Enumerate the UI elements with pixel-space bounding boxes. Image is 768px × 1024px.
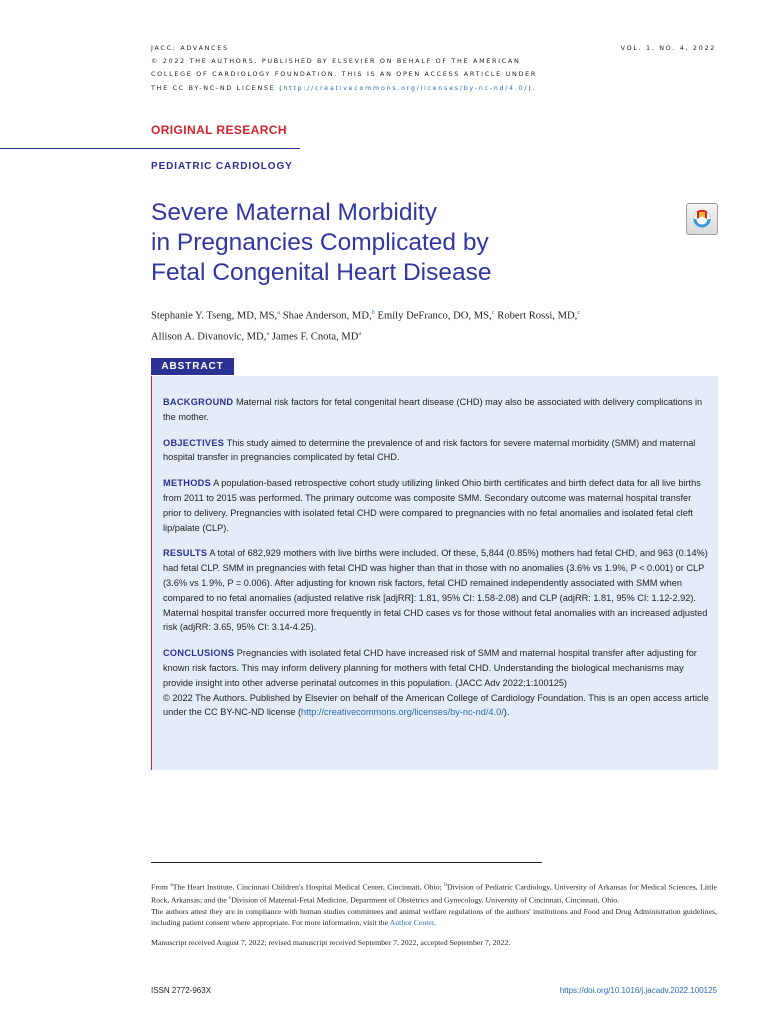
title-line-1: Severe Maternal Morbidity [151,199,437,226]
abstract-results [163,546,709,635]
abstract-background [163,395,709,425]
attestation-text: The authors attest they are in compliance with human studies committees and animal welfare regulations of the authors' institutions and Food and Drug Administration guidelines, including patient consent where appropriate. For more information, visit the [151,907,717,928]
affiliation-c-marker: c [228,895,232,901]
affiliation-b-text: Division of Pediatric Cardiology, University of Arkansas for Medical Sciences, Little Rock, Arkansas; and the [151,882,717,905]
article-title [151,198,631,288]
author-list [151,304,671,346]
results-label: RESULTS [163,548,208,559]
background-label: BACKGROUND [163,397,234,407]
results-text: A total of 682,929 mothers with live births were included. Of these, 5,844 (0.85%) mothers had fetal CHD, and 963 (0.14%) had fetal CLP. SMM in pregnancies with fetal CHD was higher than that in those with no anomalies (3.6% vs 1.9%, P < 0.001) or CLP (3.6% vs 1.9%, P = 0.006). After adjusting for known risk factors, fetal CHD remained independently associated with SMM when compared to no fetal anomalies (adjusted relative risk [adjRR]: 1.81, 95% CI: 1.58-2.08) and CLP (adjRR: 1.81, 95% CI: 1.12-2.92). Maternal hospital transfer occurred more frequently in fetal CHD cases vs for those without fetal anomalies with an increased adjusted risk (adjRR: 3.65, 95% CI: 3.14-4.25). [163,548,708,633]
author-line-1 [151,304,671,325]
crossmark-icon-graphic [687,204,717,234]
subject-label: PEDIATRIC CARDIOLOGY [151,161,293,172]
author-name: Allison A. Divanovic, MD, [151,331,267,343]
author-line-2 [151,325,671,346]
conclusions-text: Pregnancies with isolated fetal CHD have increased risk of SMM and maternal hospital transfer after adjusting for known risk factors. This may inform delivery planning for mothers with fetal CHD. Understanding the biological mechanisms may provide insight into other adverse perinatal outcomes in this population. (JACC Adv 2022;1:100125) [163,648,697,688]
abstract-license-link[interactable]: http://creativecommons.org/licenses/by-nc-nd/4.0/ [301,707,504,718]
volume-info: VOL. 1, NO. 4, 2022 [620,44,716,52]
author-name: James F. Cnota, MD [271,331,359,343]
author-name: Emily DeFranco, DO, MS, [377,310,492,322]
author-name: Shae Anderson, MD, [282,310,372,322]
affiliation-marker[interactable]: a [358,330,362,338]
doi-link[interactable]: https://doi.org/10.1016/j.jacadv.2022.100125 [559,986,717,995]
copyright-line-3 [151,82,571,95]
author-center-link[interactable]: Author Center [389,918,435,928]
crossmark-icon[interactable] [686,203,718,235]
affiliations-footnote [151,880,717,906]
article-type: ORIGINAL RESEARCH [151,123,287,137]
conclusions-label: CONCLUSIONS [163,648,235,659]
footnote-rule [151,862,542,863]
objectives-label: OBJECTIVES [163,437,225,448]
copyright-prefix: THE CC BY-NC-ND LICENSE ( [151,83,284,92]
affiliation-marker[interactable]: b [371,309,375,316]
affiliation-b-marker: b [444,882,447,888]
issn: ISSN 2772-963X [151,986,212,995]
affiliation-marker[interactable]: a [277,309,281,316]
copyright-line-1: © 2022 THE AUTHORS. PUBLISHED BY ELSEVIER ON BEHALF OF THE AMERICAN [151,57,521,66]
abstract-copyright-text: © 2022 The Authors. Published by Elsevier on behalf of the American College of Cardiology Foundation. This is an open access article under the CC BY-NC-ND license ( [163,692,709,718]
attestation-suffix: . [434,918,436,928]
objectives-text: This study aimed to determine the prevalence of and risk factors for severe maternal morbidity (SMM) and maternal hospital transfer in pregnancies complicated by fetal CHD. [163,437,696,463]
affiliation-marker[interactable]: c [577,309,581,316]
copyright-line-2: COLLEGE OF CARDIOLOGY FOUNDATION. THIS IS AN OPEN ACCESS ARTICLE UNDER [151,70,537,79]
affiliation-a-text: The Heart Institute, Cincinnati Children's Hospital Medical Center, Cincinnati, Ohio; [172,882,445,892]
journal-name: JACC: ADVANCES [151,44,229,52]
article-type-rule [0,148,300,149]
title-line-2: in Pregnancies Complicated by [151,229,489,256]
title-line-3: Fetal Congenital Heart Disease [151,259,492,286]
manuscript-dates: Manuscript received August 7, 2022; revised manuscript received September 7, 2022, accepted September 7, 2022. [151,937,511,947]
abstract-content [163,395,709,720]
from-label: From [151,882,171,892]
affiliation-marker[interactable]: a [266,330,270,338]
abstract-conclusions [163,646,709,690]
abstract-objectives [163,436,709,466]
header-block [151,42,571,95]
methods-text: A population-based retrospective cohort study utilizing linked Ohio birth certificates and birth defect data for all live births from 2011 to 2015 was performed. The primary outcome was composite SMM. Secondary outcome was maternal hospital transfer prior to delivery. Pregnancies with isolated fetal CHD were compared to pregnancies with no fetal anomalies and isolated fetal cleft lip/palate (CLP). [163,478,701,533]
author-name: Stephanie Y. Tseng, MD, MS, [151,310,278,322]
abstract-copyright [163,691,709,721]
abstract-copyright-suffix: ). [503,707,510,718]
abstract-methods [163,476,709,535]
affiliation-c-text: Division of Maternal-Fetal Medicine, Department of Obstetrics and Gynecology, University of Cincinnati, Cincinnati, Ohio. [231,895,620,905]
attestation-footnote [151,906,717,929]
affiliation-a-marker: a [170,882,173,888]
footnotes [151,880,717,948]
author-name: Robert Rossi, MD, [497,310,578,322]
copyright-suffix: ). [528,83,537,92]
affiliation-marker[interactable]: c [491,309,495,316]
abstract-tab: ABSTRACT [151,358,234,375]
methods-label: METHODS [163,478,212,489]
background-text: Maternal risk factors for fetal congenital heart disease (CHD) may also be associated with delivery complications in the mother. [163,397,703,422]
license-link[interactable]: http://creativecommons.org/licenses/by-nc-nd/4.0/ [283,83,529,92]
